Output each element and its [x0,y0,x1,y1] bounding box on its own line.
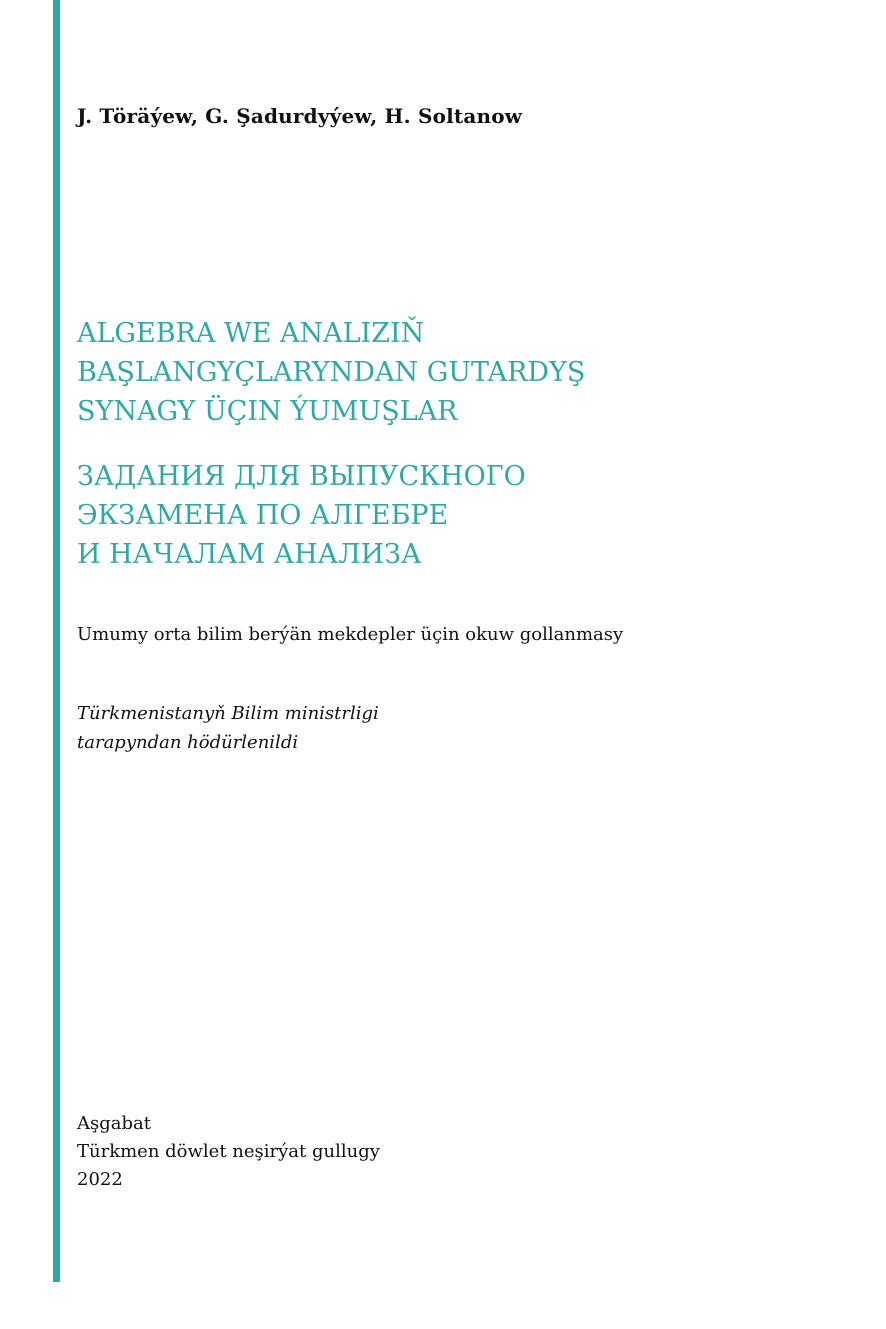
approval-line: tarapyndan hödürlenildi [77,732,299,753]
accent-bar [53,0,60,1282]
approval-line: Türkmenistanyň Bilim ministrligi [77,703,379,724]
imprint-year: 2022 [77,1169,123,1190]
title-turkmen [77,314,585,431]
imprint-city: Aşgabat [77,1113,151,1134]
authors: J. Töräýew, G. Şadurdyýew, H. Soltanow [77,104,523,128]
title-turkmen-line: BAŞLANGYÇLARYNDAN GUTARDYŞ [77,357,586,388]
title-russian-line: И НАЧАЛАМ АНАЛИЗА [77,539,422,570]
title-russian-line: ЭКЗАМЕНА ПО АЛГЕБРЕ [77,500,449,531]
title-turkmen-line: SYNAGY ÜÇIN ÝUMUŞLAR [77,396,458,427]
title-turkmen-line: ALGEBRA WE ANALIZIŇ [77,318,425,349]
imprint [77,1110,380,1194]
imprint-publisher: Türkmen döwlet neşirýat gullugy [77,1141,380,1162]
title-russian [77,457,526,574]
subtitle: Umumy orta bilim berýän mekdepler üçin okuw gollanmasy [77,624,624,645]
approval-note [77,699,379,757]
title-russian-line: ЗАДАНИЯ ДЛЯ ВЫПУСКНОГО [77,461,526,492]
